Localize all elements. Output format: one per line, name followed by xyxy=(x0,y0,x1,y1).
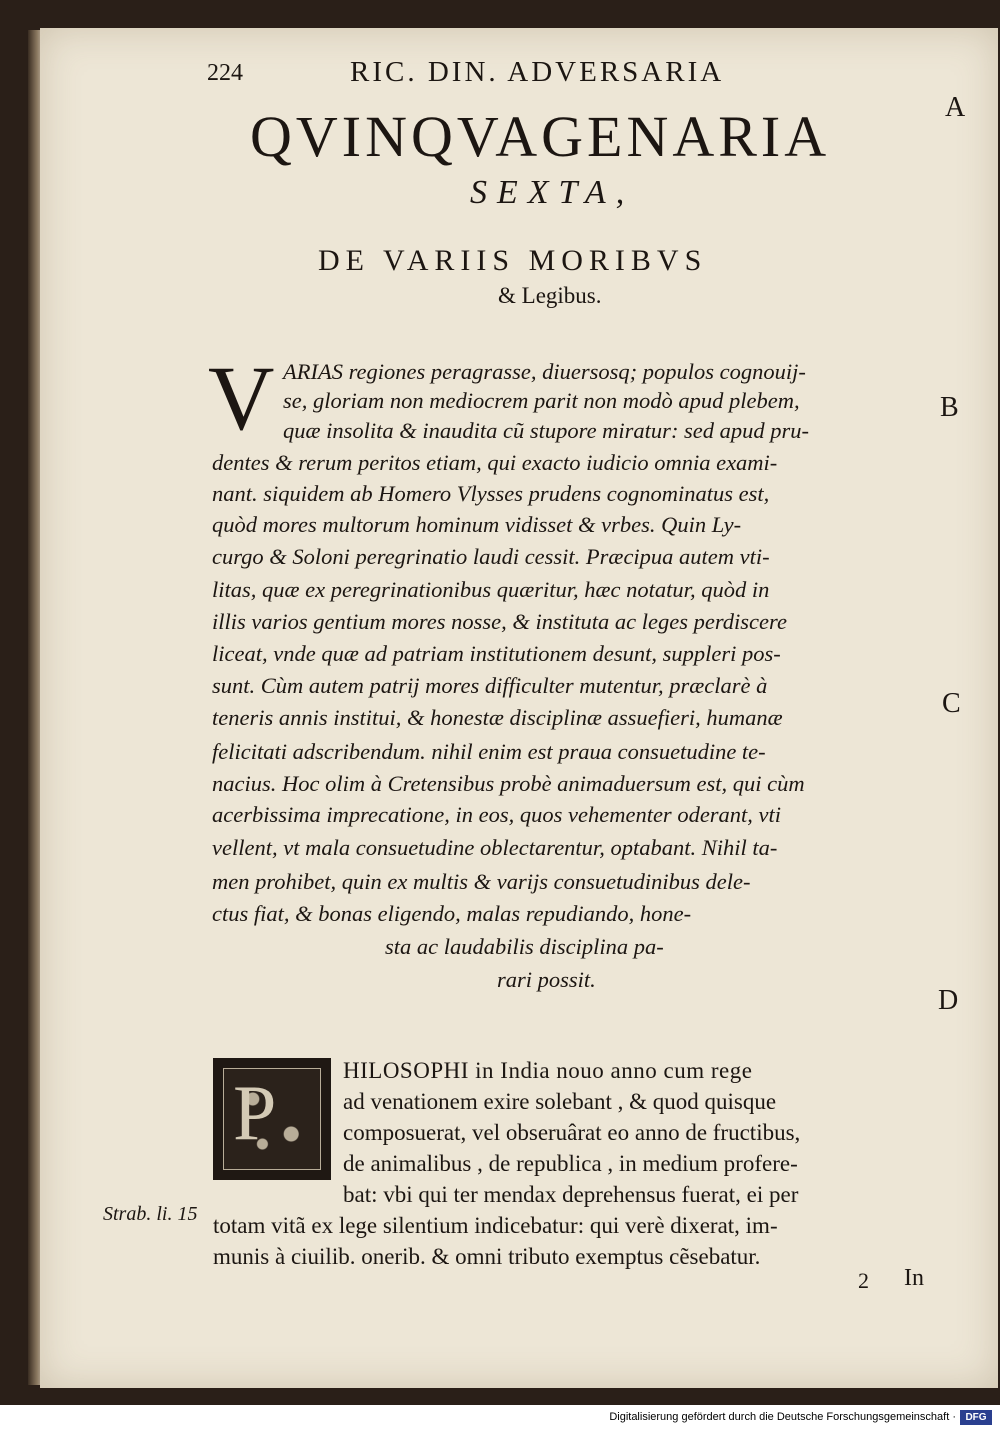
italic-text-line: se, gloriam non mediocrem parit non modò apud plebem, xyxy=(283,388,800,413)
woodcut-initial xyxy=(213,1058,331,1180)
signature-mark: 2 xyxy=(858,1268,869,1293)
chapter-title: QVINQVAGENARIA xyxy=(250,104,831,169)
footer-credit: Digitalisierung gefördert durch die Deutsche Forschungsgemeinschaft · xyxy=(609,1411,956,1423)
italic-text-line: acerbissima imprecatione, in eos, quos vehementer oderant, vti xyxy=(212,802,782,827)
italic-text-line: rari possit. xyxy=(497,967,596,992)
italic-text-line: illis varios gentium mores nosse, & instituta ac leges perdiscere xyxy=(212,609,787,634)
catchword: In xyxy=(904,1265,924,1291)
margin-letter-b: B xyxy=(940,392,959,423)
italic-text-line: ctus fiat, & bonas eligendo, malas repudiando, hone- xyxy=(212,901,692,926)
footer-bar xyxy=(0,1408,1000,1429)
chapter-subtitle: SEXTA, xyxy=(470,174,635,211)
section-subheading: & Legibus. xyxy=(498,283,602,308)
italic-text-line: felicitati adscribendum. nihil enim est praua consuetudine te- xyxy=(212,739,766,764)
italic-text-line: dentes & rerum peritos etiam, qui exacto iudicio omnia exami- xyxy=(212,450,778,475)
running-head: RIC. DIN. ADVERSARIA xyxy=(350,56,725,88)
roman-text-line: bat: vbi qui ter mendax deprehensus fuerat, ei per xyxy=(343,1182,799,1207)
roman-text-line: HILOSOPHI in India nouo anno cum rege xyxy=(343,1058,753,1083)
roman-text-line: totam vitã ex lege silentium indicebatur: qui verè dixerat, im- xyxy=(213,1213,778,1238)
section-heading: DE VARIIS MORIBVS xyxy=(318,244,708,277)
margin-letter-c: C xyxy=(942,688,961,719)
italic-text-line: litas, quæ ex peregrinationibus quæritur, hæc notatur, quòd in xyxy=(212,577,770,602)
italic-text-line: vellent, vt mala consuetudine oblectarentur, optabant. Nihil ta- xyxy=(212,835,778,860)
page-number: 224 xyxy=(207,60,243,86)
margin-letter-a: A xyxy=(945,92,966,123)
drop-cap-v: V xyxy=(208,347,275,449)
italic-text-line: quòd mores multorum hominum vidisset & vrbes. Quin Ly- xyxy=(212,512,742,537)
italic-text-line: nant. siquidem ab Homero Vlysses prudens cognominatus est, xyxy=(212,481,770,506)
italic-text-line: men prohibet, quin ex multis & varijs consuetudinibus dele- xyxy=(212,869,751,894)
italic-text-line: ARIAS regiones peragrasse, diuersosq; populos cognouij- xyxy=(283,359,806,384)
italic-text-line: quæ insolita & inaudita cũ stupore miratur: sed apud pru- xyxy=(283,418,810,443)
roman-text-line: ad venationem exire solebant , & quod quisque xyxy=(343,1089,777,1114)
marginal-note: Strab. li. 15 xyxy=(103,1203,198,1225)
italic-text-line: nacius. Hoc olim à Cretensibus probè animaduersum est, qui cùm xyxy=(212,771,805,796)
italic-text-line: curgo & Soloni peregrinatio laudi cessit. Præcipua autem vti- xyxy=(212,544,770,569)
italic-text-line: sta ac laudabilis disciplina pa- xyxy=(385,934,664,959)
roman-text-line: de animalibus , de republica , in medium profere- xyxy=(343,1151,798,1176)
italic-text-line: sunt. Cùm autem patrij mores difficulter mutentur, præclarè à xyxy=(212,673,768,698)
roman-text-line: composuerat, vel obseruârat eo anno de fructibus, xyxy=(343,1120,801,1145)
drop-cap-p: P xyxy=(233,1069,277,1156)
roman-text-line: munis à ciuilib. onerib. & omni tributo exemptus cẽsebatur. xyxy=(213,1244,761,1269)
margin-letter-d: D xyxy=(938,985,959,1016)
italic-text-line: liceat, vnde quæ ad patriam institutionem desunt, suppleri pos- xyxy=(212,641,781,666)
dfg-logo[interactable]: DFG xyxy=(960,1410,992,1425)
italic-text-line: teneris annis institui, & honestæ disciplinæ assuefieri, humanæ xyxy=(212,705,783,730)
